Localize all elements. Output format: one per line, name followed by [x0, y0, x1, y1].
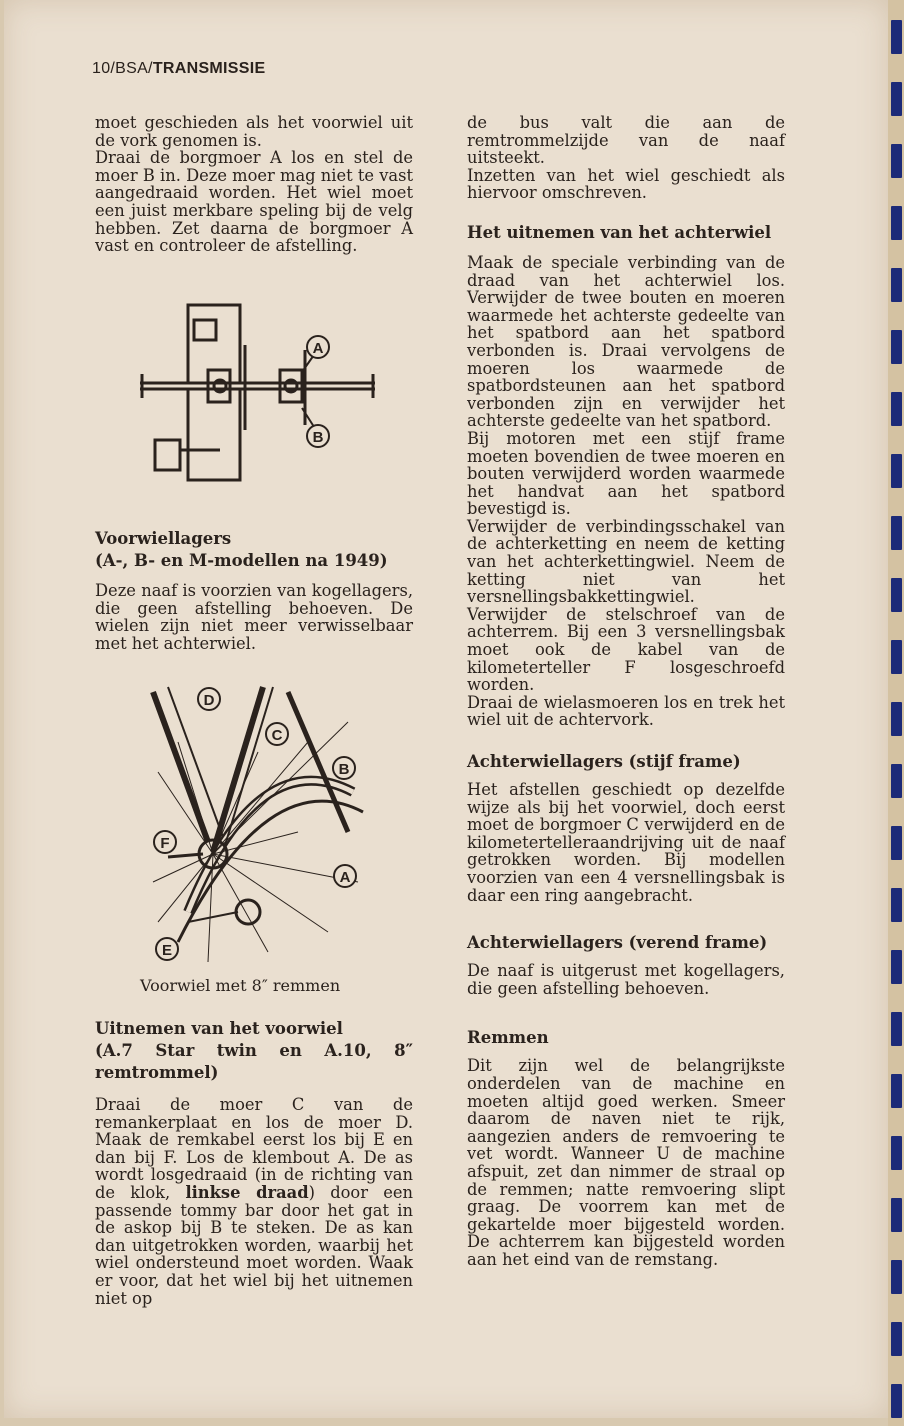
- left-column-top: [95, 114, 413, 255]
- wheel-label-a: A: [339, 869, 351, 886]
- binding-tab: [891, 516, 902, 550]
- binding-tab: [891, 454, 902, 488]
- paragraph: Draai de wielasmoeren los en trek het wiel uit de achtervork.: [467, 692, 785, 730]
- paragraph: Verwijder de verbindingsschakel van de achterketting en neem de ketting van het achterkettingwiel. Neem de ketting niet van het versnellingsbakkettingwiel.: [467, 516, 785, 607]
- binding-tab: [891, 1384, 902, 1418]
- binding-tab: [891, 1136, 902, 1170]
- hub-label-b: B: [312, 429, 324, 446]
- wheel-label-b: B: [338, 761, 350, 778]
- binding-tab: [891, 1260, 902, 1294]
- paragraph: Verwijder de stelschroef van de achterrem. Bij een 3 versnellingsbak moet ook de kabel van de kilometerteller F losgeschroefd worden.: [467, 604, 785, 695]
- paragraph: Deze naaf is voorzien van kogellagers, die geen afstelling behoeven. De wielen zijn niet meer verwisselbaar met het achterwiel.: [95, 581, 413, 653]
- front-wheel-diagram: [148, 682, 368, 972]
- section-heading: Het uitnemen van het achterwiel: [467, 222, 772, 242]
- binding-tab: [891, 578, 902, 612]
- binding-tab: [891, 206, 902, 240]
- binding-tab: [891, 330, 902, 364]
- left-column-middle: [95, 528, 413, 652]
- wheel-label-f: F: [160, 835, 170, 852]
- text-run: ) door een passende tommy bar door het gat in de askop bij B te steken. De as kan dan uitgetrokken worden, waarbij het wiel ondersteund moet worden. Waak er voor, dat het wiel bij het uitnemen niet op: [95, 1182, 413, 1308]
- binding-tab: [891, 640, 902, 674]
- binding-tab: [891, 20, 902, 54]
- paragraph: de bus valt die aan de remtrommelzijde van de naaf uitsteekt.: [467, 113, 785, 168]
- binding-tab: [891, 1198, 902, 1232]
- hub-diagram: [130, 290, 390, 500]
- paragraph: Draai de borgmoer A los en stel de moer B in. Deze moer mag niet te vast aangedraaid worden. Het wiel moet een juist merkbare speling bij de velg hebben. Zet daarna de borgmoer A vast en controleer de afstelling.: [95, 148, 413, 256]
- section-heading: Remmen: [467, 1028, 549, 1048]
- left-column-bottom: [95, 1018, 413, 1307]
- emphasis: linkse draad: [185, 1182, 309, 1202]
- binding-tab: [891, 1012, 902, 1046]
- binding-tab: [891, 268, 902, 302]
- wheel-label-c: C: [271, 727, 283, 744]
- binding-tab: [891, 950, 902, 984]
- binding-tab: [891, 144, 902, 178]
- binding-tab: [891, 888, 902, 922]
- section-heading: Uitnemen van het voorwiel: [95, 1019, 343, 1038]
- wheel-label-d: D: [203, 692, 215, 709]
- binding-tab: [891, 1074, 902, 1108]
- right-column: [467, 114, 785, 1268]
- section-heading: Achterwiellagers (stijf frame): [467, 752, 741, 771]
- section-subheading: (A.7 Star twin en A.10, 8″ remtrommel): [95, 1041, 413, 1082]
- paragraph: [95, 1096, 413, 1307]
- section-subheading: (A-, B- en M-modellen na 1949): [95, 551, 388, 570]
- hub-label-a: A: [312, 340, 324, 357]
- section-heading: Voorwiellagers: [95, 529, 232, 548]
- paragraph: Maak de speciale verbinding van de draad van het achterwiel los. Verwijder de twee bouten en moeren waarmede het achterste gedeelte van het spatbord aan het spatbord verbonden is. Draai vervolgens de moeren los waarmede de spatbordsteunen aan het spatbord verbonden zijn en verwijder het achterste gedeelte van het spatbord.: [467, 252, 785, 431]
- section-title: TRANSMISSIE: [152, 60, 266, 77]
- page-number: 10/BSA/: [92, 60, 153, 77]
- paragraph: Bij motoren met een stijf frame moeten bovendien de twee moeren en bouten verwijderd worden waarmede het handvat aan het spatbord bevestigd is.: [467, 428, 785, 519]
- paragraph: Inzetten van het wiel geschiedt als hiervoor omschreven.: [467, 165, 785, 203]
- binding-tab: [891, 392, 902, 426]
- figure-caption: Voorwiel met 8″ remmen: [140, 976, 341, 995]
- wheel-label-e: E: [161, 942, 173, 959]
- paragraph: Dit zijn wel de belangrijkste onderdelen van de machine en moeten altijd goed werken. Smeer daarom de naven niet te rijk, aangezien anders de remvoering te vet wordt. Wanneer U de machine afspuit, zet dan nimmer de straal op de remmen; natte remvoering slipt graag. De voorrem kan met de gekartelde moer bijgesteld worden. De achterrem kan bijgesteld worden aan het eind van de remstang.: [467, 1056, 785, 1269]
- paragraph: De naaf is uitgerust met kogellagers, die geen afstelling behoeven.: [467, 961, 785, 998]
- section-heading: Achterwiellagers (verend frame): [467, 933, 768, 953]
- page-header: [92, 60, 265, 78]
- binding-tab: [891, 702, 902, 736]
- paragraph: Het afstellen geschiedt op dezelfde wijze als bij het voorwiel, doch eerst moet de borgmoer C verwijderd en de kilometertelleraandrijving uit de naaf getrokken worden. Bij modellen voorzien van een 4 versnellingsbak is daar een ring aangebracht.: [467, 780, 785, 905]
- binding-tab: [891, 764, 902, 798]
- binding-tab: [891, 826, 902, 860]
- binding-tab: [891, 82, 902, 116]
- paragraph: moet geschieden als het voorwiel uit de vork genomen is.: [95, 113, 413, 150]
- text-run: Draai de moer C van de remankerplaat en los de moer D. Maak de remkabel eerst los bij E en dan bij F. Los de klembout A. De as wordt losgedraaid (in de richting van de klok,: [95, 1095, 413, 1202]
- binding-tab: [891, 1322, 902, 1356]
